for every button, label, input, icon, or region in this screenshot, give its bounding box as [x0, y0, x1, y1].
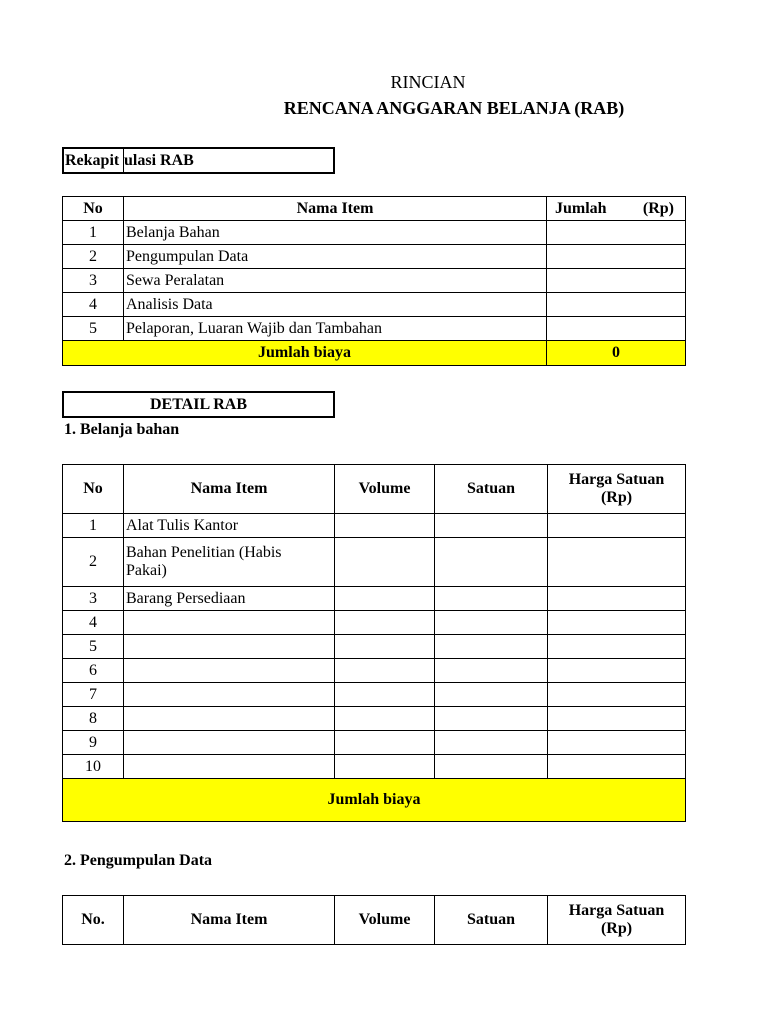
row-satuan[interactable] [435, 635, 548, 659]
row-nama-item: Alat Tulis Kantor [124, 514, 335, 538]
row-satuan[interactable] [435, 587, 548, 611]
row-satuan[interactable] [435, 514, 548, 538]
row-nama-item: Pelaporan, Luaran Wajib dan Tambahan [124, 317, 547, 341]
row-volume[interactable] [335, 755, 435, 779]
table-row [63, 635, 686, 659]
row-volume[interactable] [335, 587, 435, 611]
row-no: 3 [63, 587, 124, 611]
row-nama-item[interactable] [124, 635, 335, 659]
col-header-nama-item: Nama Item [124, 197, 547, 221]
row-harga[interactable] [548, 611, 686, 635]
row-jumlah[interactable] [547, 269, 686, 293]
col-header-no: No [63, 465, 124, 514]
table-row [63, 245, 686, 269]
total-value: 0 [547, 341, 686, 366]
row-nama-item: Sewa Peralatan [124, 269, 547, 293]
row-nama-item[interactable] [124, 755, 335, 779]
row-nama-item[interactable] [124, 731, 335, 755]
row-nama-line-2: Pakai) [126, 562, 167, 579]
section-1-header-row [63, 465, 686, 514]
col-header-satuan: Satuan [435, 465, 548, 514]
row-nama-item[interactable] [124, 683, 335, 707]
row-volume[interactable] [335, 538, 435, 587]
row-volume[interactable] [335, 683, 435, 707]
row-jumlah[interactable] [547, 245, 686, 269]
row-harga[interactable] [548, 707, 686, 731]
row-no: 9 [63, 731, 124, 755]
row-volume[interactable] [335, 514, 435, 538]
row-nama-item: Analisis Data [124, 293, 547, 317]
jumlah-unit: (Rp) [642, 199, 674, 217]
rekap-header-row [63, 197, 686, 221]
section-2-header-row [63, 896, 686, 945]
belanja-bahan-table [62, 464, 686, 822]
row-volume[interactable] [335, 731, 435, 755]
row-no: 1 [63, 221, 124, 245]
table-row [63, 731, 686, 755]
table-row [63, 611, 686, 635]
col-header-no: No. [63, 896, 124, 945]
row-harga[interactable] [548, 587, 686, 611]
row-nama-line-1: Bahan Penelitian (Habis [126, 544, 282, 561]
row-no: 2 [63, 538, 124, 587]
total-label: Jumlah biaya [63, 341, 547, 366]
table-row [63, 707, 686, 731]
row-harga[interactable] [548, 538, 686, 587]
col-header-volume: Volume [335, 465, 435, 514]
row-harga[interactable] [548, 731, 686, 755]
row-jumlah[interactable] [547, 221, 686, 245]
col-header-harga-satuan [548, 896, 686, 945]
row-no: 7 [63, 683, 124, 707]
row-no: 2 [63, 245, 124, 269]
col-header-jumlah [547, 197, 686, 221]
harga-satuan-unit: (Rp) [600, 489, 633, 506]
row-nama-item[interactable] [124, 707, 335, 731]
row-nama-item[interactable] [124, 611, 335, 635]
row-volume[interactable] [335, 611, 435, 635]
row-satuan[interactable] [435, 755, 548, 779]
row-satuan[interactable] [435, 731, 548, 755]
col-header-harga-satuan [548, 465, 686, 514]
row-harga[interactable] [548, 659, 686, 683]
row-jumlah[interactable] [547, 317, 686, 341]
table-row [63, 587, 686, 611]
table-row [63, 659, 686, 683]
col-header-nama-item: Nama Item [124, 465, 335, 514]
row-harga[interactable] [548, 755, 686, 779]
row-volume[interactable] [335, 659, 435, 683]
rekap-label-part-b: ulasi RAB [124, 152, 194, 169]
row-satuan[interactable] [435, 659, 548, 683]
row-harga[interactable] [548, 635, 686, 659]
row-harga[interactable] [548, 514, 686, 538]
harga-satuan-unit: (Rp) [600, 920, 633, 937]
col-header-no: No [63, 197, 124, 221]
rekap-label-box [62, 147, 335, 174]
section-2-heading: 2. Pengumpulan Data [64, 852, 213, 869]
row-no: 8 [63, 707, 124, 731]
detail-rab-label: DETAIL RAB [149, 396, 248, 413]
section-1-total-label: Jumlah biaya [63, 779, 686, 822]
col-header-volume: Volume [335, 896, 435, 945]
table-row [63, 317, 686, 341]
table-row [63, 221, 686, 245]
pengumpulan-data-table [62, 895, 686, 945]
row-harga[interactable] [548, 683, 686, 707]
table-row [63, 514, 686, 538]
row-satuan[interactable] [435, 707, 548, 731]
row-satuan[interactable] [435, 611, 548, 635]
harga-satuan-label: Harga Satuan [568, 902, 665, 919]
rekap-total-row [63, 341, 686, 366]
table-row [63, 293, 686, 317]
document-subtitle: RENCANA ANGGARAN BELANJA (RAB) [283, 98, 625, 118]
table-row [63, 269, 686, 293]
row-no: 10 [63, 755, 124, 779]
col-header-nama-item: Nama Item [124, 896, 335, 945]
row-nama-item: Barang Persediaan [124, 587, 335, 611]
table-row [63, 683, 686, 707]
row-nama-item: Belanja Bahan [124, 221, 547, 245]
detail-rab-label-box [62, 391, 335, 418]
table-row [63, 755, 686, 779]
row-satuan[interactable] [435, 538, 548, 587]
jumlah-label: Jumlah [555, 199, 607, 217]
section-1-heading: 1. Belanja bahan [64, 421, 180, 438]
row-volume[interactable] [335, 635, 435, 659]
rekap-table [62, 196, 686, 366]
row-no: 6 [63, 659, 124, 683]
row-jumlah[interactable] [547, 293, 686, 317]
table-row [63, 538, 686, 587]
row-no: 1 [63, 514, 124, 538]
col-header-satuan: Satuan [435, 896, 548, 945]
row-no: 4 [63, 611, 124, 635]
rekap-label-part-a: Rekapit [65, 152, 120, 169]
harga-satuan-label: Harga Satuan [568, 471, 665, 488]
row-nama-item: Pengumpulan Data [124, 245, 547, 269]
row-satuan[interactable] [435, 683, 548, 707]
row-nama-item [124, 538, 335, 587]
row-no: 5 [63, 635, 124, 659]
section-1-total-row [63, 779, 686, 822]
row-no: 3 [63, 269, 124, 293]
row-nama-item[interactable] [124, 659, 335, 683]
row-no: 4 [63, 293, 124, 317]
row-no: 5 [63, 317, 124, 341]
document-title: RINCIAN [390, 72, 466, 92]
row-volume[interactable] [335, 707, 435, 731]
